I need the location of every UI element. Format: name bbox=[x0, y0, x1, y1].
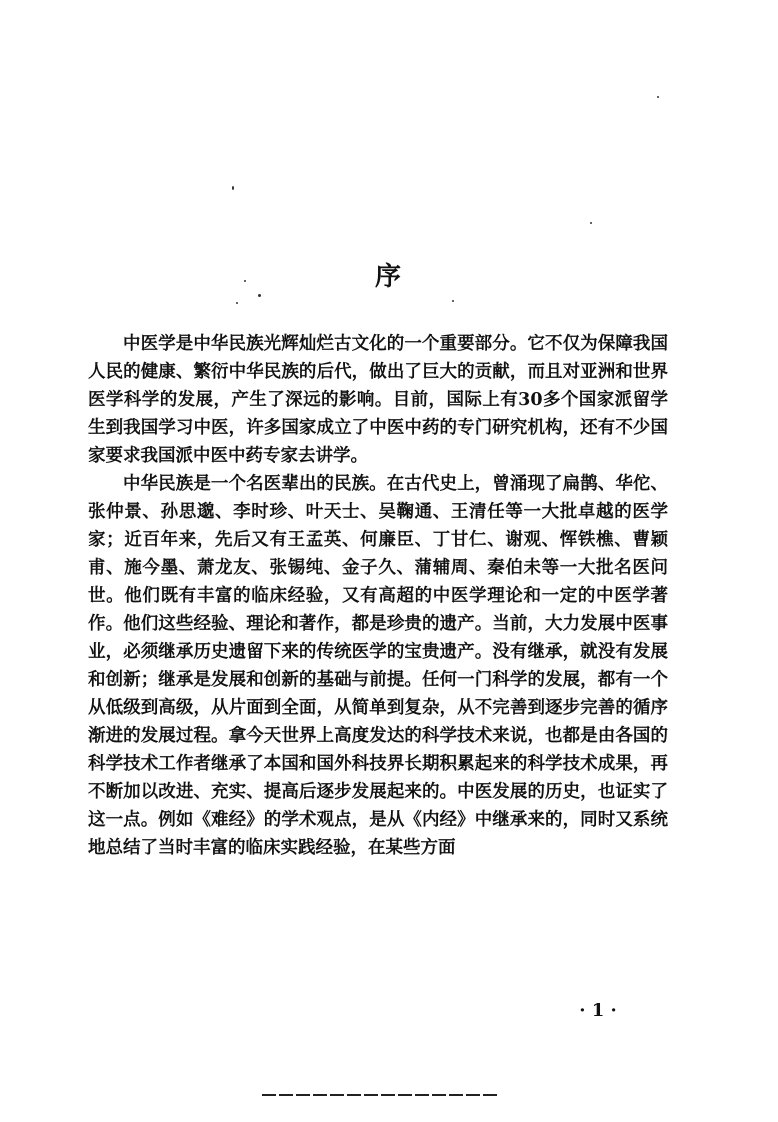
page-title: 序 bbox=[374, 262, 403, 292]
scan-speck bbox=[452, 300, 454, 302]
scan-speck bbox=[232, 186, 234, 190]
paragraph: 中医学是中华民族光辉灿烂古文化的一个重要部分。它不仅为保障我国人民的健康、繁衍中华民族的后代，做出了巨大的贡献，而且对亚洲和世界医学科学的发展，产生了深远的影响。目前，国际上有30多个国家派留学生到我国学习中医，许多国家成立了中医中药的专门研究机构，还有不少国家要求我国派中医中药专家去讲学。 bbox=[88, 334, 668, 466]
paragraph: 中华民族是一个名医辈出的民族。在古代史上，曾涌现了扁鹊、华佗、张仲景、孙思邈、李时珍、叶天士、吴鞠通、王清任等一大批卓越的医学家；近百年来，先后又有王孟英、何廉臣、丁甘仁、谢观、恽铁樵、曹颖甫、施今墨、萧龙友、张锡纯、金子久、蒲辅周、秦伯未等一大批名医问世。他们既有丰富的临床经验，又有高超的中医学理论和一定的中医学著作。他们这些经验、理论和著作，都是珍贵的遗产。当前，大力发展中医事业，必须继承历史遗留下来的传统医学的宝贵遗产。没有继承，就没有发展和创新；继承是发展和创新的基础与前提。任何一门科学的发展，都有一个从低级到高级，从片面到全面，从简单到复杂，从不完善到逐步完善的循序渐进的发展过程。拿今天世界上高度发达的科学技术来说，也都是由各国的科学技术工作者继承了本国和国外科技界长期积累起来的科学技术成果，再不断加以改进、充实、提高后逐步发展起来的。中医发展的历史，也证实了这一点。例如《难经》的学术观点，是从《内经》中继承来的，同时又系统地总结了当时丰富的临床实践经验，在某些方面 bbox=[88, 474, 668, 858]
bottom-rule bbox=[262, 1094, 500, 1096]
scan-speck bbox=[258, 294, 261, 297]
scan-speck bbox=[590, 222, 592, 224]
scan-speck bbox=[236, 302, 238, 304]
body-text bbox=[88, 330, 668, 862]
page-number: · 1 · bbox=[579, 1000, 617, 1021]
scan-speck bbox=[657, 96, 659, 98]
